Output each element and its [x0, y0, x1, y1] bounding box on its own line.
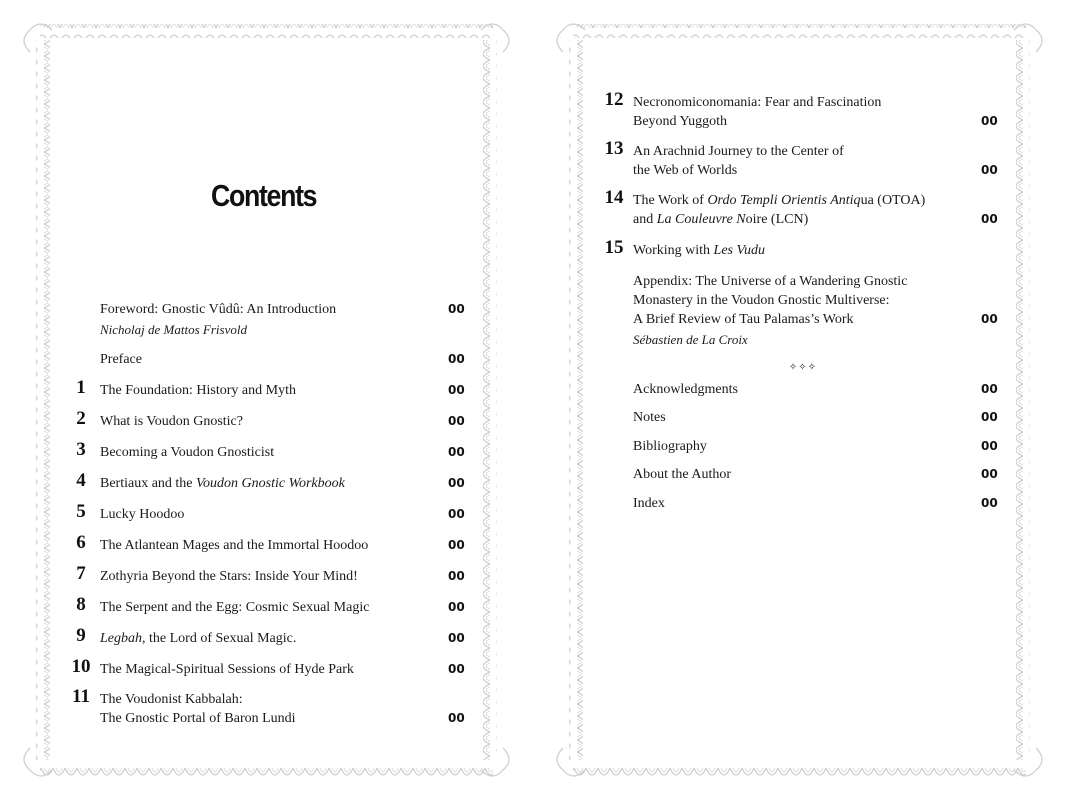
- page-number: 00: [448, 569, 465, 583]
- page-number: 00: [981, 467, 998, 481]
- entry-title-italic: Voudon Gnostic Workbook: [196, 476, 345, 491]
- page-number: 00: [448, 631, 465, 645]
- toc-entry-chapter-8[interactable]: [76, 594, 465, 617]
- toc-entry-acknowledgments[interactable]: [633, 380, 996, 399]
- entry-title-line: Monastery in the Voudon Gnostic Multiverse:: [633, 293, 890, 308]
- page-number: 00: [448, 302, 465, 316]
- chapter-number: 1: [76, 377, 86, 398]
- chapter-number: 3: [76, 439, 86, 460]
- page-number: 00: [448, 414, 465, 428]
- entry-title: [633, 241, 996, 260]
- page-number: 00: [981, 312, 998, 326]
- entry-title-line: [633, 191, 996, 210]
- toc-entry-chapter-9[interactable]: [76, 625, 465, 648]
- chapter-number: 7: [76, 563, 86, 584]
- page-number: 00: [448, 538, 465, 552]
- entry-title: What is Voudon Gnostic?: [100, 414, 243, 429]
- entry-title: [100, 629, 463, 648]
- chapter-number: 2: [76, 408, 86, 429]
- toc-entry-chapter-6[interactable]: [76, 532, 465, 555]
- entry-title: Bibliography: [633, 439, 707, 454]
- page-number: 00: [981, 212, 998, 226]
- toc-entry-appendix[interactable]: [633, 272, 996, 349]
- toc-entry-about-the-author[interactable]: [633, 465, 996, 484]
- ornament-divider: ✧✧✧: [788, 362, 818, 373]
- chapter-number: 15: [604, 237, 624, 258]
- toc-entry-foreword[interactable]: [100, 300, 463, 339]
- entry-title: Lucky Hoodoo: [100, 507, 185, 522]
- entry-title-part: oire (LCN): [745, 212, 809, 227]
- toc-entry-chapter-1[interactable]: [76, 377, 465, 400]
- entry-title-part: Working with: [633, 243, 714, 258]
- entry-title-line: Appendix: The Universe of a Wandering Gnostic: [633, 274, 908, 289]
- page-number: 00: [448, 662, 465, 676]
- page-number: 00: [981, 439, 998, 453]
- entry-title-line: Beyond Yuggoth: [633, 114, 727, 129]
- entry-title-italic: Ordo Templi Orientis Antiq: [707, 193, 861, 208]
- page-number: 00: [448, 600, 465, 614]
- page-number: 00: [981, 496, 998, 510]
- page-number: 00: [448, 383, 465, 397]
- toc-entry-notes[interactable]: [633, 408, 996, 427]
- entry-title: About the Author: [633, 467, 731, 482]
- right-page: [533, 0, 1066, 800]
- toc-entry-chapter-2[interactable]: [76, 408, 465, 431]
- entry-title: The Atlantean Mages and the Immortal Hoodoo: [100, 538, 369, 553]
- chapter-number: 6: [76, 532, 86, 553]
- page-number: 00: [981, 114, 998, 128]
- entry-title: [100, 474, 463, 493]
- entry-title: Becoming a Voudon Gnosticist: [100, 445, 275, 460]
- toc-entry-chapter-11[interactable]: [72, 686, 465, 728]
- entry-title: The Magical-Spiritual Sessions of Hyde Park: [100, 662, 354, 677]
- entry-title: Notes: [633, 410, 666, 425]
- chapter-number: 4: [76, 470, 86, 491]
- chapter-number: 5: [76, 501, 86, 522]
- toc-entry-chapter-10[interactable]: [71, 656, 465, 679]
- toc-entry-chapter-12[interactable]: [604, 89, 998, 131]
- entry-title: Preface: [100, 352, 142, 367]
- toc-entry-bibliography[interactable]: [633, 437, 996, 456]
- chapter-number: 10: [71, 656, 91, 677]
- page-number: 00: [448, 476, 465, 490]
- entry-title: The Foundation: History and Myth: [100, 383, 296, 398]
- page-number: 00: [448, 711, 465, 725]
- page-number: 00: [448, 352, 465, 366]
- entry-title-line: An Arachnid Journey to the Center of: [633, 144, 844, 159]
- entry-title-italic: Legbah: [100, 631, 142, 646]
- toc-entry-preface[interactable]: [100, 350, 463, 369]
- entry-title: Zothyria Beyond the Stars: Inside Your Mind!: [100, 569, 358, 584]
- chapter-number: 13: [604, 138, 624, 159]
- toc-entry-chapter-13[interactable]: [604, 138, 998, 180]
- entry-title: Foreword: Gnostic Vûdû: An Introduction: [100, 302, 337, 317]
- toc-entry-chapter-7[interactable]: [76, 563, 465, 586]
- page-number: 00: [448, 445, 465, 459]
- page-number: 00: [981, 163, 998, 177]
- entry-title-line: Necronomiconomania: Fear and Fascination: [633, 95, 882, 110]
- entry-title-line: the Web of Worlds: [633, 163, 738, 178]
- toc-entry-chapter-4[interactable]: [76, 470, 465, 493]
- entry-author: Nicholaj de Mattos Frisvold: [100, 322, 247, 337]
- entry-title-part: ua (OTOA): [860, 193, 926, 208]
- entry-author: Sébastien de La Croix: [633, 332, 748, 347]
- entry-title-italic: Les Vudu: [713, 243, 766, 258]
- toc-entry-chapter-3[interactable]: [76, 439, 465, 462]
- chapter-number: 8: [76, 594, 86, 615]
- entry-title-part: Bertiaux and the: [100, 476, 197, 491]
- toc-entry-chapter-15[interactable]: [604, 237, 996, 260]
- chapter-number: 14: [604, 187, 624, 208]
- toc-entry-chapter-5[interactable]: [76, 501, 465, 524]
- entry-title: The Serpent and the Egg: Cosmic Sexual Magic: [100, 600, 370, 615]
- entry-title-part: and: [633, 212, 657, 227]
- entry-title-part: The Work of: [633, 193, 708, 208]
- page-title: Contents: [211, 178, 317, 213]
- entry-title-line: [633, 210, 996, 229]
- toc-entry-chapter-14[interactable]: [604, 187, 998, 229]
- toc-entry-index[interactable]: [633, 494, 996, 513]
- chapter-number: 11: [72, 686, 90, 707]
- page-number: 00: [981, 410, 998, 424]
- entry-title: Index: [633, 496, 665, 511]
- chapter-number: 12: [604, 89, 624, 110]
- entry-title-line: The Gnostic Portal of Baron Lundi: [100, 711, 296, 726]
- entry-title-line: A Brief Review of Tau Palamas’s Work: [633, 312, 854, 327]
- entry-title-part: , the Lord of Sexual Magic.: [142, 631, 297, 646]
- page-number: 00: [981, 382, 998, 396]
- chapter-number: 9: [76, 625, 86, 646]
- page-number: 00: [448, 507, 465, 521]
- entry-title-line: The Voudonist Kabbalah:: [100, 692, 243, 707]
- entry-title-italic: La Couleuvre N: [656, 212, 746, 227]
- entry-title: Acknowledgments: [633, 382, 738, 397]
